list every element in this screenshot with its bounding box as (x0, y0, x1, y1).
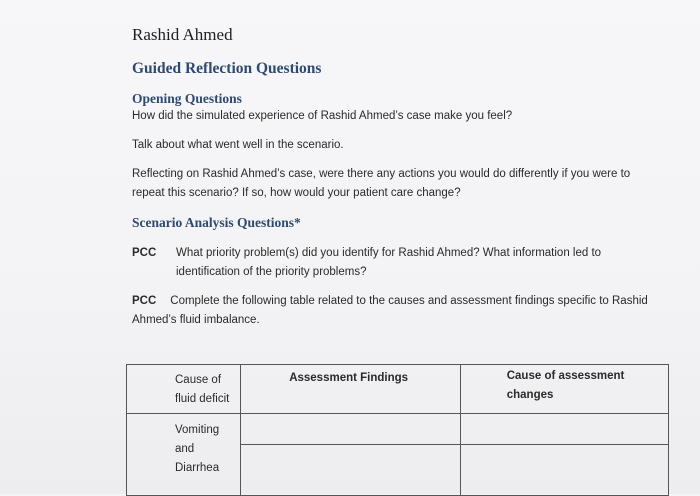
table-cell-assessment-findings[interactable] (241, 445, 461, 496)
question-3: Reflecting on Rashid Ahmed’s case, were there any actions you would do differently if you were to repeat this scenario? If so, how would your patient care change? (132, 168, 631, 199)
section-title: Guided Reflection Questions (132, 60, 322, 77)
table-cell-cause[interactable]: Vomiting and Diarrhea (127, 414, 241, 496)
header-cause-of-fluid-deficit: Cause of fluid deficit (127, 365, 241, 414)
table-header-row (127, 365, 669, 414)
question-1: How did the simulated experience of Rashid Ahmed’s case make you feel? (132, 110, 513, 122)
header-cause-of-assessment-changes: Cause of assessment changes (460, 365, 668, 414)
patient-name-title: Rashid Ahmed (132, 25, 233, 44)
opening-questions-heading: Opening Questions (132, 91, 242, 106)
question-2: Talk about what went well in the scenario. (132, 139, 344, 151)
pcc-question-2 (132, 292, 672, 330)
pcc-label: PCC (132, 247, 157, 259)
pcc-label: PCC (132, 295, 157, 307)
fluid-imbalance-table (126, 364, 669, 496)
table-cell-assessment-findings[interactable] (241, 414, 461, 445)
table-cell-cause-of-changes[interactable] (460, 414, 668, 445)
table-cell-cause-of-changes[interactable] (460, 445, 668, 496)
header-assessment-findings: Assessment Findings (241, 365, 461, 414)
scenario-analysis-heading: Scenario Analysis Questions* (132, 215, 301, 230)
pcc-question-1 (132, 244, 672, 284)
table-row (127, 414, 669, 445)
pcc-question-1-text: What priority problem(s) did you identify for Rashid Ahmed? What information led to identification of the priority problems? (176, 247, 602, 278)
pcc-question-2-text: Complete the following table related to the causes and assessment findings specific to Rashid Ahmed’s fluid imbalance. (132, 295, 648, 326)
